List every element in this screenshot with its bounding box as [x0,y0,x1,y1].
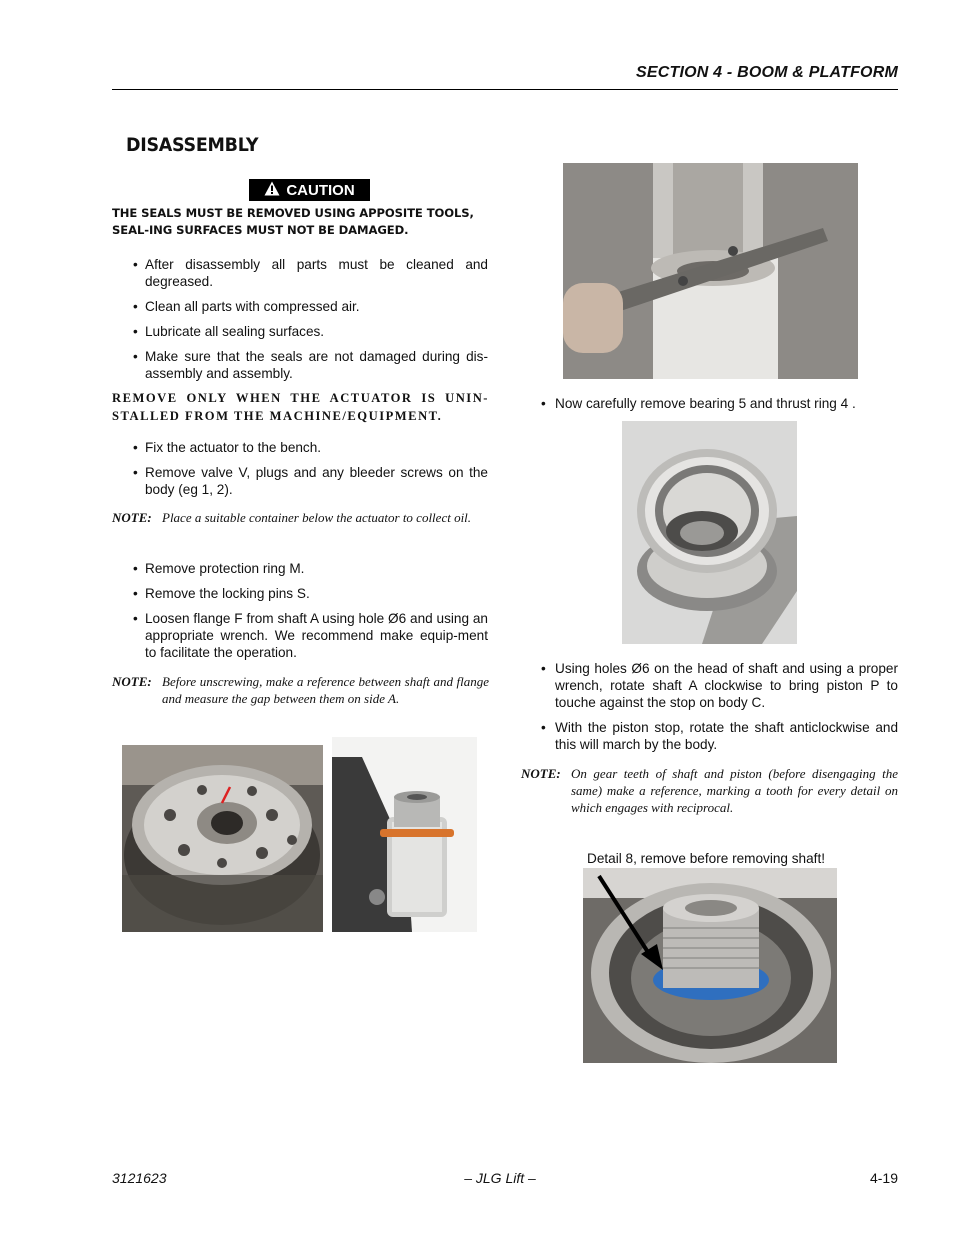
note-text: On gear teeth of shaft and piston (before disengaging the same) make a reference, marking a tooth for every detail on which engages with reciprocal. [571,766,898,815]
list-item: • Clean all parts with compressed air. [112,298,488,315]
note-label: NOTE: [112,674,152,689]
caution-label: CAUTION [286,181,355,199]
section-title: SECTION 4 - BOOM & PLATFORM [636,64,898,81]
bench-list [112,439,488,506]
bearing-list [521,395,898,420]
page-heading: DISASSEMBLY [126,134,259,156]
list-item: • After disassembly all parts must be cleaned and degreased. [112,256,488,290]
note-label: NOTE: [521,766,561,781]
note-text: Place a suitable container below the actuator to collect oil. [162,510,472,525]
note-label: NOTE: [112,510,152,525]
removal-warning: REMOVE ONLY WHEN THE ACTUATOR IS UNIN-STALLED FROM THE MACHINE/EQUIPMENT. [112,391,489,423]
flange-top-photo [122,745,323,932]
actuator-side-photo [332,737,477,932]
cleaning-list [112,256,488,390]
list-item: • Lubricate all sealing surfaces. [112,323,488,340]
footer-center: – JLG Lift – [464,1170,536,1186]
rotation-list [521,660,898,761]
bearing-photo [622,421,797,644]
wrench-photo [563,163,858,379]
list-item: • Remove the locking pins S. [112,585,488,602]
list-item: • Make sure that the seals are not damaged during dis-assembly and assembly. [112,348,488,382]
note-gear-teeth [521,765,898,816]
shaft-detail-photo [583,868,837,1063]
list-item: • Now carefully remove bearing 5 and thrust ring 4 . [521,395,898,412]
list-item: • Using holes Ø6 on the head of shaft and using a proper wrench, rotate shaft A clockwise to bring piston P to touche against the stop on body C. [521,660,898,711]
list-item: • Loosen flange F from shaft A using hole Ø6 and using an appropriate wrench. We recommend make equip-ment to facilitate the operation. [112,610,488,661]
note-container [112,509,489,526]
list-item: • Remove valve V, plugs and any bleeder screws on the body (eg 1, 2). [112,464,488,498]
doc-number: 3121623 [112,1170,167,1186]
list-item: • With the piston stop, rotate the shaft anticlockwise and this will march by the body. [521,719,898,753]
list-item: • Remove protection ring M. [112,560,488,577]
warning-triangle-icon [264,181,280,200]
note-text: Before unscrewing, make a reference between shaft and flange and measure the gap between them on side A. [162,674,489,706]
caution-badge [249,179,370,201]
list-item: • Fix the actuator to the bench. [112,439,488,456]
detail-caption: Detail 8, remove before removing shaft! [587,851,826,866]
flange-list [112,560,488,669]
page-number: 4-19 [869,1170,898,1186]
caution-text: THE SEALS MUST BE REMOVED USING APPOSITE TOOLS, SEAL-ING SURFACES MUST NOT BE DAMAGED. [112,206,474,237]
header-divider [112,89,898,90]
note-reference [112,673,489,707]
